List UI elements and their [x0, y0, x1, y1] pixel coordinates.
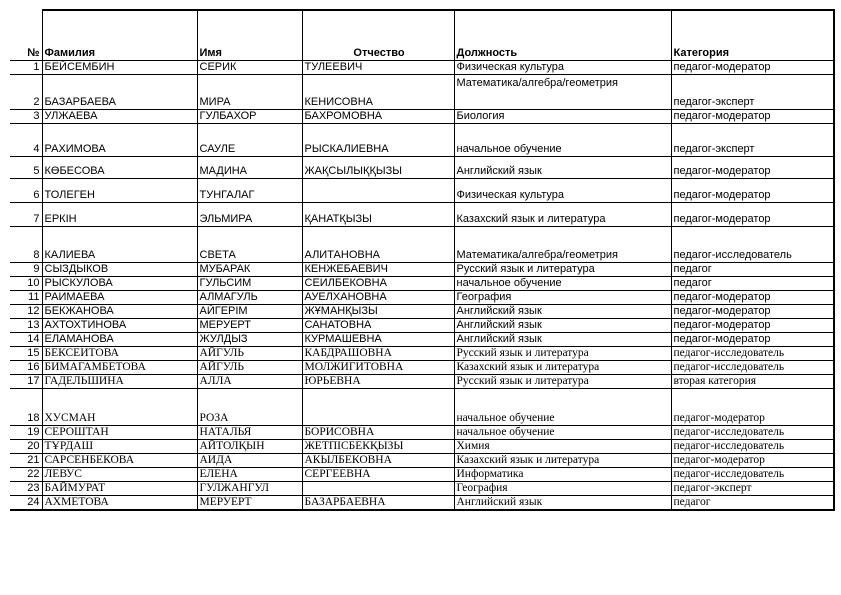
table-row [10, 440, 834, 454]
position-cell: Математика/алгебра/геометрия [454, 75, 671, 110]
row-number: 24 [10, 496, 42, 511]
position-cell: Математика/алгебра/геометрия [454, 227, 671, 263]
surname-cell: ЕЛАМАНОВА [42, 333, 197, 347]
row-number: 11 [10, 291, 42, 305]
name-cell: МЕРУЕРТ [197, 496, 302, 511]
surname-cell: ЕРКІН [42, 203, 197, 227]
category-cell: педагог [671, 277, 834, 291]
table-row [10, 468, 834, 482]
position-cell: Казахский язык и литература [454, 203, 671, 227]
name-cell: МЕРУЕРТ [197, 319, 302, 333]
patronymic-cell: КЕНИСОВНА [302, 75, 454, 110]
position-cell: начальное обучение [454, 426, 671, 440]
name-cell: СВЕТА [197, 227, 302, 263]
position-cell: начальное обучение [454, 277, 671, 291]
table-row [10, 291, 834, 305]
header-name: Имя [197, 10, 302, 61]
surname-cell: БИМАГАМБЕТОВА [42, 361, 197, 375]
surname-cell: КӨБЕСОВА [42, 157, 197, 179]
category-cell: педагог [671, 496, 834, 511]
patronymic-cell: ҚАНАТҚЫЗЫ [302, 203, 454, 227]
name-cell: АЛЛА [197, 375, 302, 389]
category-cell: педагог-модератор [671, 179, 834, 203]
position-cell: Физическая культура [454, 179, 671, 203]
table-row [10, 361, 834, 375]
category-cell: педагог-модератор [671, 110, 834, 124]
position-cell: География [454, 291, 671, 305]
table-row [10, 157, 834, 179]
surname-cell: ГАДЕЛЬШИНА [42, 375, 197, 389]
name-cell: МИРА [197, 75, 302, 110]
surname-cell: ЛЕВУС [42, 468, 197, 482]
row-number: 18 [10, 389, 42, 426]
patronymic-cell: ТУЛЕЕВИЧ [302, 61, 454, 75]
table-row [10, 305, 834, 319]
name-cell: ГУЛБАХОР [197, 110, 302, 124]
table-row [10, 203, 834, 227]
row-number: 10 [10, 277, 42, 291]
category-cell: педагог-модератор [671, 61, 834, 75]
name-cell: ЭЛЬМИРА [197, 203, 302, 227]
row-number: 14 [10, 333, 42, 347]
surname-cell: ХУСМАН [42, 389, 197, 426]
name-cell: АЙГЕРІМ [197, 305, 302, 319]
table-row [10, 227, 834, 263]
header-patronymic: Отчество [302, 10, 454, 61]
position-cell: Русский язык и литература [454, 375, 671, 389]
category-cell: педагог-исследователь [671, 347, 834, 361]
table-row [10, 319, 834, 333]
patronymic-cell: КУРМАШЕВНА [302, 333, 454, 347]
patronymic-cell: КЕНЖЕБАЕВИЧ [302, 263, 454, 277]
row-number: 12 [10, 305, 42, 319]
category-cell: вторая категория [671, 375, 834, 389]
name-cell: ЕЛЕНА [197, 468, 302, 482]
row-number: 2 [10, 75, 42, 110]
category-cell: педагог-исследователь [671, 227, 834, 263]
row-number: 19 [10, 426, 42, 440]
category-cell: педагог-исследователь [671, 426, 834, 440]
table-row [10, 263, 834, 277]
category-cell: педагог-модератор [671, 333, 834, 347]
name-cell: ГУЛЬСИМ [197, 277, 302, 291]
patronymic-cell: ЖҰМАНҚЫЗЫ [302, 305, 454, 319]
name-cell: МАДИНА [197, 157, 302, 179]
row-number: 3 [10, 110, 42, 124]
category-cell: педагог-модератор [671, 203, 834, 227]
header-num: № [10, 10, 42, 61]
surname-cell: ТОЛЕГЕН [42, 179, 197, 203]
name-cell: МУБАРАК [197, 263, 302, 277]
name-cell: АЙГУЛЬ [197, 361, 302, 375]
surname-cell: БАЙМУРАТ [42, 482, 197, 496]
row-number: 20 [10, 440, 42, 454]
name-cell: РОЗА [197, 389, 302, 426]
surname-cell: АХТОХТИНОВА [42, 319, 197, 333]
patronymic-cell: РЫСКАЛИЕВНА [302, 124, 454, 157]
surname-cell: БЕЙСЕМБИН [42, 61, 197, 75]
patronymic-cell: ЖАҚСЫЛЫҚҚЫЗЫ [302, 157, 454, 179]
row-number: 5 [10, 157, 42, 179]
category-cell: педагог-модератор [671, 291, 834, 305]
name-cell: НАТАЛЬЯ [197, 426, 302, 440]
name-cell: ЖУЛДЫЗ [197, 333, 302, 347]
category-cell: педагог-модератор [671, 319, 834, 333]
position-cell: начальное обучение [454, 124, 671, 157]
row-number: 4 [10, 124, 42, 157]
name-cell: ГУЛЖАНГУЛ [197, 482, 302, 496]
surname-cell: СЕРОШТАН [42, 426, 197, 440]
position-cell: География [454, 482, 671, 496]
name-cell: САУЛЕ [197, 124, 302, 157]
row-number: 13 [10, 319, 42, 333]
position-cell: Казахский язык и литература [454, 454, 671, 468]
patronymic-cell: АЛИТАНОВНА [302, 227, 454, 263]
patronymic-cell: МОЛЖИГИТОВНА [302, 361, 454, 375]
category-cell: педагог-эксперт [671, 124, 834, 157]
surname-cell: РАХИМОВА [42, 124, 197, 157]
name-cell: АЙГУЛЬ [197, 347, 302, 361]
category-cell: педагог-модератор [671, 157, 834, 179]
surname-cell: ТҰРДАШ [42, 440, 197, 454]
patronymic-cell: СЕИЛБЕКОВНА [302, 277, 454, 291]
position-cell: Английский язык [454, 496, 671, 511]
row-number: 7 [10, 203, 42, 227]
position-cell: Химия [454, 440, 671, 454]
category-cell: педагог-эксперт [671, 75, 834, 110]
surname-cell: РАИМАЕВА [42, 291, 197, 305]
table-row [10, 75, 834, 110]
table-body [10, 61, 834, 511]
name-cell: АЙТОЛҚЫН [197, 440, 302, 454]
category-cell: педагог-исследователь [671, 468, 834, 482]
position-cell: Английский язык [454, 319, 671, 333]
staff-table [10, 9, 835, 511]
patronymic-cell: САНАТОВНА [302, 319, 454, 333]
table-row [10, 426, 834, 440]
table-row [10, 333, 834, 347]
patronymic-cell [302, 389, 454, 426]
table-row [10, 277, 834, 291]
table-row [10, 179, 834, 203]
patronymic-cell: ЖЕТПІСБЕКҚЫЗЫ [302, 440, 454, 454]
row-number: 21 [10, 454, 42, 468]
row-number: 1 [10, 61, 42, 75]
position-cell: Физическая культура [454, 61, 671, 75]
name-cell: АЛМАГУЛЬ [197, 291, 302, 305]
category-cell: педагог [671, 263, 834, 277]
category-cell: педагог-модератор [671, 389, 834, 426]
table-row [10, 61, 834, 75]
patronymic-cell: АКЫЛБЕКОВНА [302, 454, 454, 468]
patronymic-cell: БАХРОМОВНА [302, 110, 454, 124]
patronymic-cell: СЕРГЕЕВНА [302, 468, 454, 482]
category-cell: педагог-эксперт [671, 482, 834, 496]
position-cell: Английский язык [454, 305, 671, 319]
position-cell: Русский язык и литература [454, 263, 671, 277]
row-number: 22 [10, 468, 42, 482]
patronymic-cell: КАБДРАШОВНА [302, 347, 454, 361]
patronymic-cell: БАЗАРБАЕВНА [302, 496, 454, 511]
row-number: 17 [10, 375, 42, 389]
patronymic-cell: ЮРЬЕВНА [302, 375, 454, 389]
row-number: 15 [10, 347, 42, 361]
table-row [10, 389, 834, 426]
header-row [10, 10, 834, 61]
row-number: 23 [10, 482, 42, 496]
name-cell: АИДА [197, 454, 302, 468]
position-cell: Биология [454, 110, 671, 124]
header-surname: Фамилия [42, 10, 197, 61]
position-cell: начальное обучение [454, 389, 671, 426]
position-cell: Английский язык [454, 157, 671, 179]
position-cell: Русский язык и литература [454, 347, 671, 361]
name-cell: ТУНГАЛАГ [197, 179, 302, 203]
row-number: 16 [10, 361, 42, 375]
table-row [10, 482, 834, 496]
surname-cell: БАЗАРБАЕВА [42, 75, 197, 110]
table-row [10, 454, 834, 468]
category-cell: педагог-модератор [671, 305, 834, 319]
position-cell: Казахский язык и литература [454, 361, 671, 375]
surname-cell: САРСЕНБЕКОВА [42, 454, 197, 468]
header-position: Должность [454, 10, 671, 61]
surname-cell: БЕКЖАНОВА [42, 305, 197, 319]
name-cell: СЕРИК [197, 61, 302, 75]
position-cell: Информатика [454, 468, 671, 482]
category-cell: педагог-модератор [671, 454, 834, 468]
table-row [10, 124, 834, 157]
table-row [10, 110, 834, 124]
table-row [10, 375, 834, 389]
surname-cell: АХМЕТОВА [42, 496, 197, 511]
surname-cell: УЛЖАЕВА [42, 110, 197, 124]
surname-cell: КАЛИЕВА [42, 227, 197, 263]
surname-cell: РЫСКУЛОВА [42, 277, 197, 291]
patronymic-cell: БОРИСОВНА [302, 426, 454, 440]
header-category: Категория [671, 10, 834, 61]
table-row [10, 496, 834, 511]
surname-cell: СЫЗДЫКОВ [42, 263, 197, 277]
patronymic-cell: АУЕЛХАНОВНА [302, 291, 454, 305]
row-number: 8 [10, 227, 42, 263]
table-row [10, 347, 834, 361]
surname-cell: БЕКСЕИТОВА [42, 347, 197, 361]
row-number: 6 [10, 179, 42, 203]
patronymic-cell [302, 482, 454, 496]
position-cell: Английский язык [454, 333, 671, 347]
patronymic-cell [302, 179, 454, 203]
category-cell: педагог-исследователь [671, 440, 834, 454]
category-cell: педагог-исследователь [671, 361, 834, 375]
row-number: 9 [10, 263, 42, 277]
